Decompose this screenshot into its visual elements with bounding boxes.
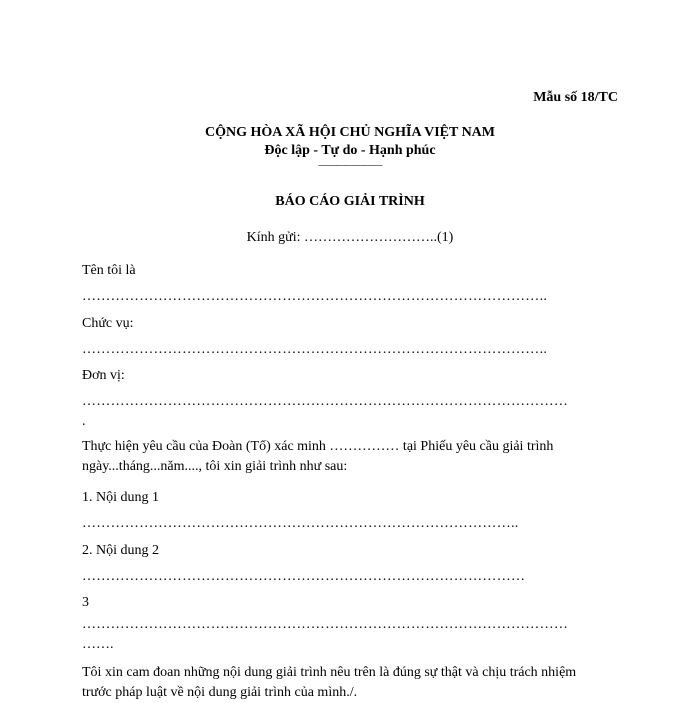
- motto: Độc lập - Tự do - Hạnh phúc: [264, 143, 436, 158]
- form-number: Mẫu số 18/TC: [533, 90, 618, 105]
- intro-paragraph: [82, 437, 622, 477]
- intro-line-2: ngày...tháng...năm...., tôi xin giải trình như sau:: [82, 459, 348, 474]
- item-1-dots: ………………………………………………………………………………..: [82, 516, 519, 531]
- item-3-dots-line-2: …….: [82, 637, 114, 652]
- position-dots: ……………………………………………………………………………………..: [82, 342, 548, 357]
- unit-field: [82, 366, 622, 432]
- unit-dots-line-2: .: [82, 414, 86, 429]
- recipient-line: Kính gửi: ………………………..(1): [246, 230, 454, 245]
- national-header: [0, 124, 700, 172]
- name-dots: ……………………………………………………………………………………..: [82, 289, 548, 304]
- intro-line-1: Thực hiện yêu cầu của Đoàn (Tổ) xác minh …………… tại Phiếu yêu cầu giải trình: [82, 439, 554, 454]
- nation-title: CỘNG HÒA XÃ HỘI CHỦ NGHĨA VIỆT NAM: [204, 125, 495, 140]
- unit-dots-line-1: …………………………………………………………………………………………: [82, 394, 569, 409]
- item-3: [82, 593, 622, 655]
- item-1: [82, 488, 622, 534]
- name-field: [82, 261, 622, 307]
- item-1-label: 1. Nội dung 1: [82, 490, 159, 505]
- item-2: [82, 541, 622, 587]
- position-field: [82, 314, 622, 360]
- header-rule: ———————: [318, 160, 382, 171]
- document-title: BÁO CÁO GIẢI TRÌNH: [275, 194, 425, 209]
- commitment-line-2: trước pháp luật về nội dung giải trình của mình./.: [82, 685, 358, 700]
- commitment-line-1: Tôi xin cam đoan những nội dung giải trình nêu trên là đúng sự thật và chịu trách nhiệm: [82, 665, 577, 680]
- item-3-label: 3: [82, 595, 89, 610]
- unit-label: Đơn vị:: [82, 368, 125, 383]
- commitment-paragraph: [82, 663, 622, 703]
- position-label: Chức vụ:: [82, 316, 134, 331]
- name-label: Tên tôi là: [82, 263, 136, 278]
- item-2-label: 2. Nội dung 2: [82, 543, 159, 558]
- item-2-dots: …………………………………………………………………………………: [82, 569, 526, 584]
- item-3-dots-line-1: …………………………………………………………………………………………: [82, 617, 569, 632]
